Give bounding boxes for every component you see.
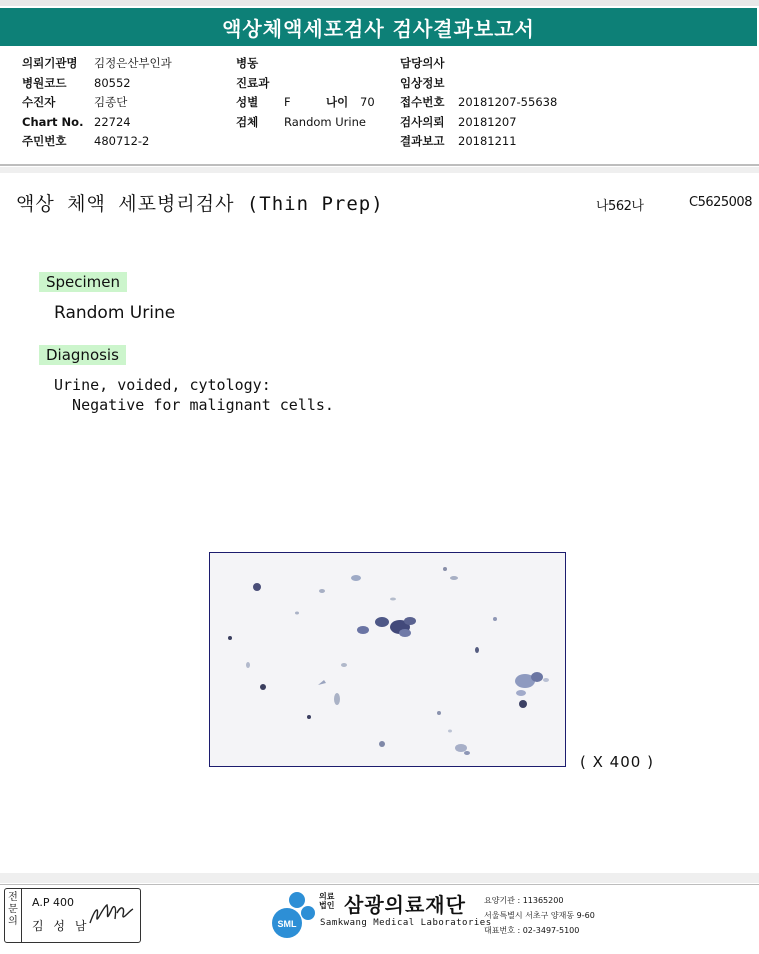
top-bar (0, 0, 759, 6)
info-label: 병동 (236, 56, 259, 70)
signature-image (87, 899, 135, 929)
info-row (400, 93, 557, 113)
sml-logo-icon (270, 889, 318, 941)
info-label: Chart No. (22, 114, 84, 129)
diagnosis-text (54, 375, 334, 415)
info-row (400, 113, 557, 133)
info-label: 성별 (236, 95, 259, 109)
info-value: 22724 (94, 114, 131, 129)
org-address: 서울특별시 서초구 양재동 9-60 (484, 911, 595, 920)
org-english-name: Samkwang Medical Laboratories (320, 918, 492, 928)
info-value: 김종단 (94, 95, 128, 109)
info-column-2 (236, 54, 375, 132)
info-row (400, 54, 557, 74)
divider-band (0, 167, 759, 173)
report-number: C5625008 (689, 195, 752, 210)
info-label: 진료과 (236, 75, 270, 90)
pathologist-name: 김 성 남 (32, 919, 90, 933)
specimen-heading: Specimen (39, 272, 127, 292)
info-row (400, 74, 557, 94)
org-code: 요양기관 : 11365200 (484, 896, 564, 905)
report-header (0, 8, 757, 46)
info-row (236, 74, 375, 94)
logo-text: SML (277, 919, 297, 929)
info-row (22, 93, 172, 113)
info-value: 480712-2 (94, 134, 150, 148)
report-header-title: 액상체액세포검사 검사결과보고서 (222, 16, 535, 41)
ap-code: A.P 400 (32, 896, 74, 909)
report-title: 액상 체액 세포병리검사 (Thin Prep) (16, 193, 384, 215)
info-label: 임상정보 (400, 75, 445, 90)
org-name: 삼광의료재단 (344, 893, 466, 917)
info-label: 접수번호 (400, 95, 445, 109)
info-value: 20181207 (458, 114, 517, 129)
info-row (236, 113, 375, 133)
report-code: 나562나 (596, 199, 644, 214)
org-type: 의료 법인 (319, 892, 335, 910)
footer-band (0, 873, 759, 883)
info-label: 의뢰기관명 (22, 56, 78, 70)
footer-divider (0, 884, 759, 885)
specimen-text: Random Urine (54, 303, 176, 323)
info-row (22, 113, 172, 133)
diagnosis-line: Urine, voided, cytology: (54, 376, 271, 394)
info-value: 20181207-55638 (458, 95, 558, 109)
info-column-1 (22, 54, 172, 152)
info-row (400, 132, 557, 152)
info-label: 병원코드 (22, 75, 67, 90)
info-row (22, 54, 172, 74)
info-label: 결과보고 (400, 134, 445, 148)
specialist-label-text: 전문의 (8, 892, 18, 927)
info-label: 검체 (236, 114, 259, 129)
info-value: F (284, 95, 291, 109)
info-column-3 (400, 54, 557, 152)
age-label: 나이 (326, 95, 349, 109)
org-phone: 대표번호 : 02-3497-5100 (484, 926, 580, 935)
diagnosis-heading: Diagnosis (39, 345, 126, 365)
org-info (484, 893, 595, 938)
specialist-vertical-label (5, 889, 22, 942)
micrograph-drawing (210, 553, 565, 766)
info-label: 담당의사 (400, 56, 445, 70)
magnification-label: ( X 400 ) (580, 753, 654, 771)
info-value: Random Urine (284, 114, 366, 129)
divider (0, 164, 759, 166)
info-value: 80552 (94, 75, 131, 90)
info-label: 수진자 (22, 95, 56, 109)
info-row (22, 132, 172, 152)
info-label: 주민번호 (22, 134, 67, 148)
micrograph-image (209, 552, 566, 767)
info-row (236, 93, 375, 113)
info-value: 김정은산부인과 (94, 56, 172, 70)
info-value: 20181211 (458, 134, 517, 148)
info-row (236, 54, 375, 74)
diagnosis-line: Negative for malignant cells. (54, 396, 334, 414)
info-row (22, 74, 172, 94)
age-value: 70 (360, 95, 375, 109)
pathologist-sign-box (4, 888, 141, 943)
info-label: 검사의뢰 (400, 114, 445, 129)
